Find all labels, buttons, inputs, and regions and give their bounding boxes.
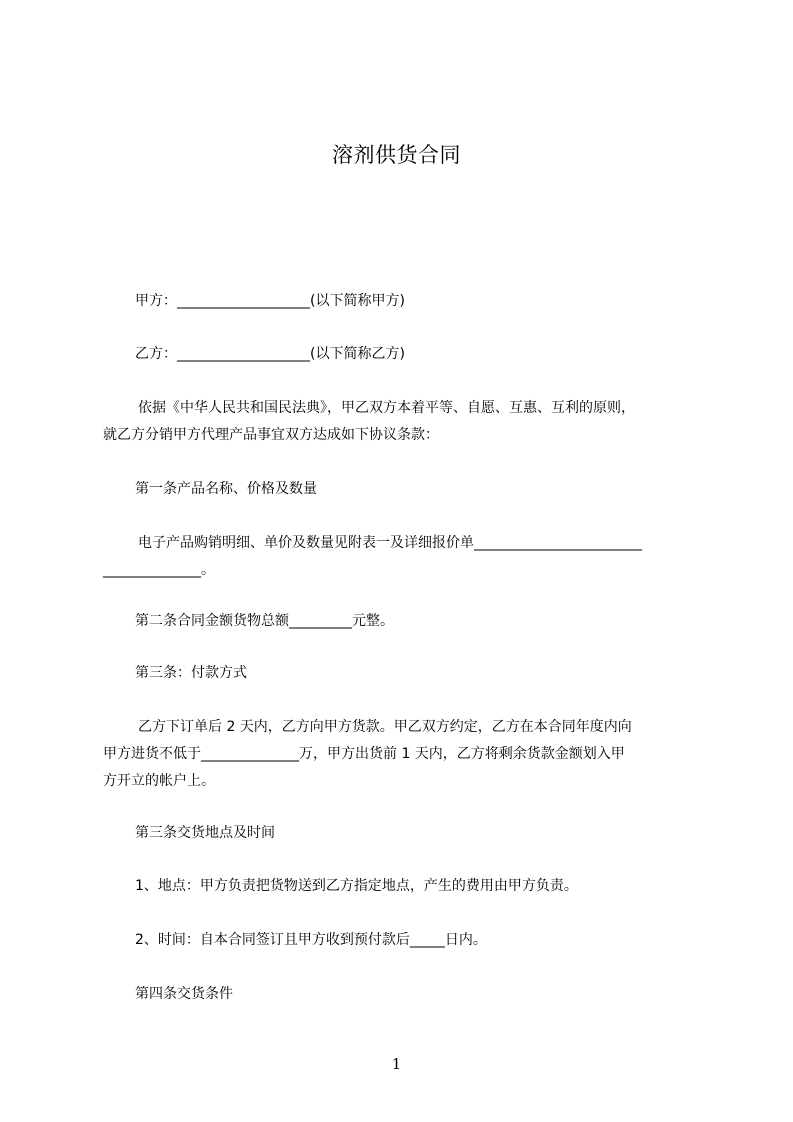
page-number: 1 [391, 1055, 402, 1073]
party-b-line: 乙方：___________________(以下简称乙方) [135, 346, 405, 362]
article-3-title: 第三条：付款方式 [135, 665, 247, 681]
party-a-line: 甲方：___________________(以下简称甲方) [135, 293, 405, 309]
delivery-place-item: 1、地点：甲方负责把货物送到乙方指定地点，产生的费用由甲方负责。 [135, 878, 578, 894]
article-2-line: 第二条合同金额货物总额_________元整。 [135, 613, 394, 629]
article-1-title: 第一条产品名称、价格及数量 [135, 481, 317, 497]
article-3-line-1: 乙方下订单后 2 天内，乙方向甲方货款。甲乙双方约定，乙方在本合同年度内向 [138, 719, 632, 735]
article-1-line-1: 电子产品购销明细、单价及数量见附表一及详细报价单________________________ [138, 535, 642, 551]
preamble-line-2: 就乙方分销甲方代理产品事宜双方达成如下协议条款： [103, 427, 439, 443]
article-3-line-3: 方开立的帐户上。 [103, 773, 215, 789]
article-3-line-2: 甲方进货不低于______________万，甲方出货前 1 天内，乙方将剩余货款金额划入甲 [103, 746, 625, 762]
article-1-line-2: ______________。 [103, 562, 215, 578]
article-4-title: 第四条交货条件 [135, 986, 233, 1002]
document-title: 溶剂供货合同 [332, 143, 461, 167]
preamble-line-1: 依据《中华人民共和国民法典》，甲乙双方本着平等、自愿、互惠、互利的原则， [138, 400, 635, 416]
delivery-time-item: 2、时间：自本合同签订且甲方收到预付款后_____日内。 [135, 932, 487, 948]
article-3b-title: 第三条交货地点及时间 [135, 825, 275, 841]
